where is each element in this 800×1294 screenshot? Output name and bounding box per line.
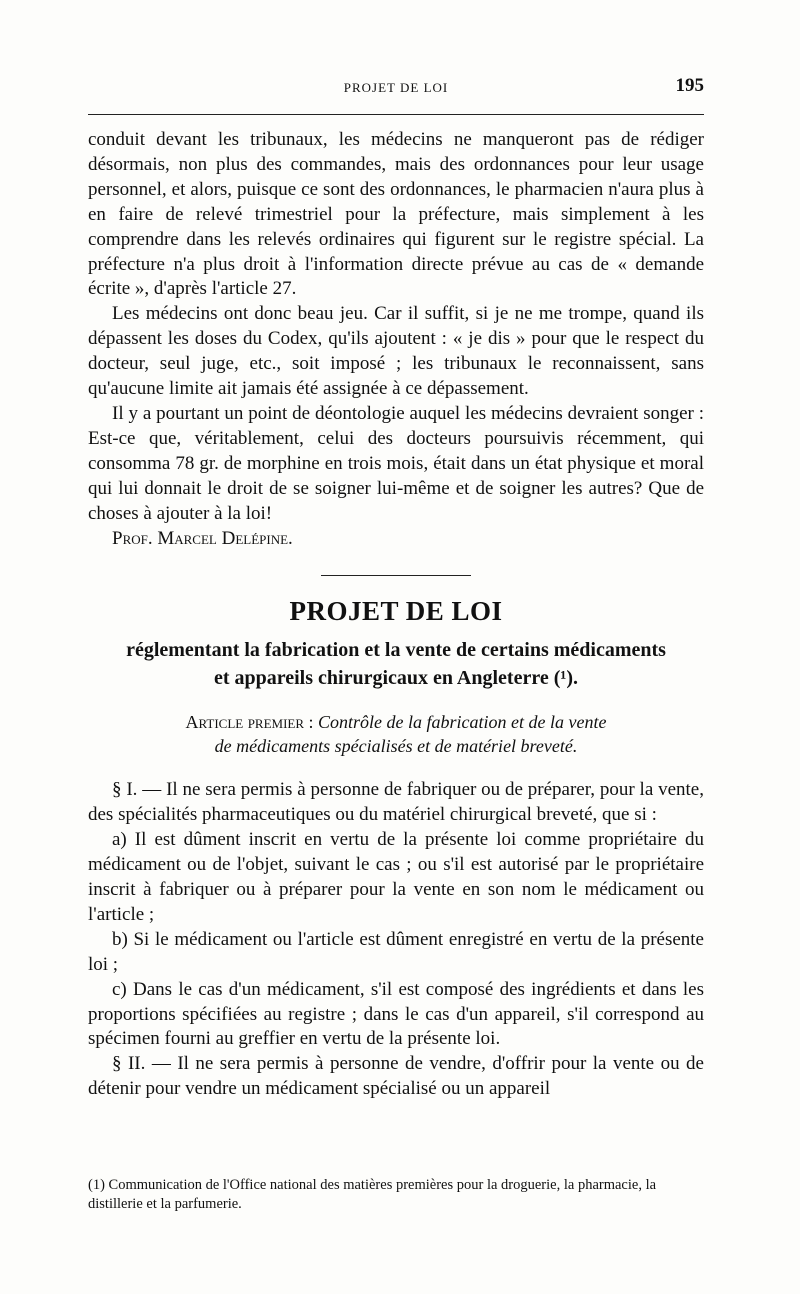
page-body bbox=[88, 128, 704, 1102]
header-rule bbox=[88, 114, 704, 115]
article-heading bbox=[88, 710, 704, 758]
footnote bbox=[88, 1176, 704, 1214]
law-clause-c: c) Dans le cas d'un médicament, s'il est composé des ingrédients et dans les proportions spécifiées au registre ; dans le cas d'un appareil, s'il correspond au spécimen fourni au greffier en vertu de la présente loi. bbox=[88, 978, 704, 1050]
law-clause-b: b) Si le médicament ou l'article est dûment enregistré en vertu de la présente loi ; bbox=[88, 928, 704, 975]
section-subtitle bbox=[88, 636, 704, 692]
footnote-text: (1) Communication de l'Office national des matières premières pour la droguerie, la pharmacie, la distillerie et la parfumerie. bbox=[88, 1177, 657, 1212]
law-section-1: § I. — Il ne sera permis à personne de fabriquer ou de préparer, pour la vente, des spécialités pharmaceutiques ou du matériel chirurgical breveté, que si : bbox=[88, 779, 704, 826]
subtitle-line-1: réglementant la fabrication et la vente de certains médicaments bbox=[126, 639, 666, 662]
author-signature: Prof. Marcel Delépine. bbox=[112, 527, 293, 549]
page-number: 195 bbox=[675, 75, 704, 96]
section-separator bbox=[321, 575, 471, 576]
article-label: Article premier : bbox=[185, 712, 314, 733]
section-title: PROJET DE LOI bbox=[289, 596, 503, 627]
article-title-line-2: de médicaments spécialisés et de matériel breveté. bbox=[214, 736, 578, 757]
law-section-2: § II. — Il ne sera permis à personne de vendre, d'offrir pour la vente ou de détenir pour vendre un médicament spécialisé ou un appareil bbox=[88, 1053, 704, 1100]
law-clause-a: a) Il est dûment inscrit en vertu de la présente loi comme propriétaire du médicament ou de l'objet, suivant le cas ; ou s'il est autorisé par le propriétaire inscrit à fabriquer ou à préparer pour la vente en son nom le médicament ou l'article ; bbox=[88, 829, 704, 925]
subtitle-line-2: et appareils chirurgicaux en Angleterre (¹). bbox=[213, 667, 579, 690]
paragraph-doctors: Les médecins ont donc beau jeu. Car il suffit, si je ne me trompe, quand ils dépassent les doses du Codex, qu'ils ajoutent : « je dis » pour que le respect du docteur, seul juge, etc., soit imposé ; les tribunaux le reconnaissent, sans qu'aucune limite ait jamais été assignée à ce dépassement. bbox=[88, 303, 704, 400]
page-header bbox=[88, 75, 704, 102]
paragraph-continuation: conduit devant les tribunaux, les médecins ne manqueront pas de rédiger désormais, non plus des commandes, mais des ordonnances pour leur usage personnel, et alors, puisque ce sont des ordonnances, le pharmacien n'aura plus à en faire de relevé trimestriel pour la préfecture, mais simplement à les comprendre dans les relevés ordinaires qui figurent sur le registre spécial. La préfecture n'a plus droit à l'information directe prévue au cas de « demande écrite », d'après l'article 27. bbox=[88, 129, 704, 300]
paragraph-deontology: Il y a pourtant un point de déontologie auquel les médecins devraient songer : Est-ce que, véritablement, celui des docteurs poursuivis récemment, qui consomma 78 gr. de morphine en trois mois, était dans un état physique et moral qui lui donnait le droit de se soigner lui-même et de soigner les autres? Que de choses à ajouter à la loi! bbox=[88, 402, 704, 524]
running-title: PROJET DE LOI bbox=[343, 80, 449, 95]
article-title-line-1: Contrôle de la fabrication et de la vente bbox=[318, 712, 607, 733]
